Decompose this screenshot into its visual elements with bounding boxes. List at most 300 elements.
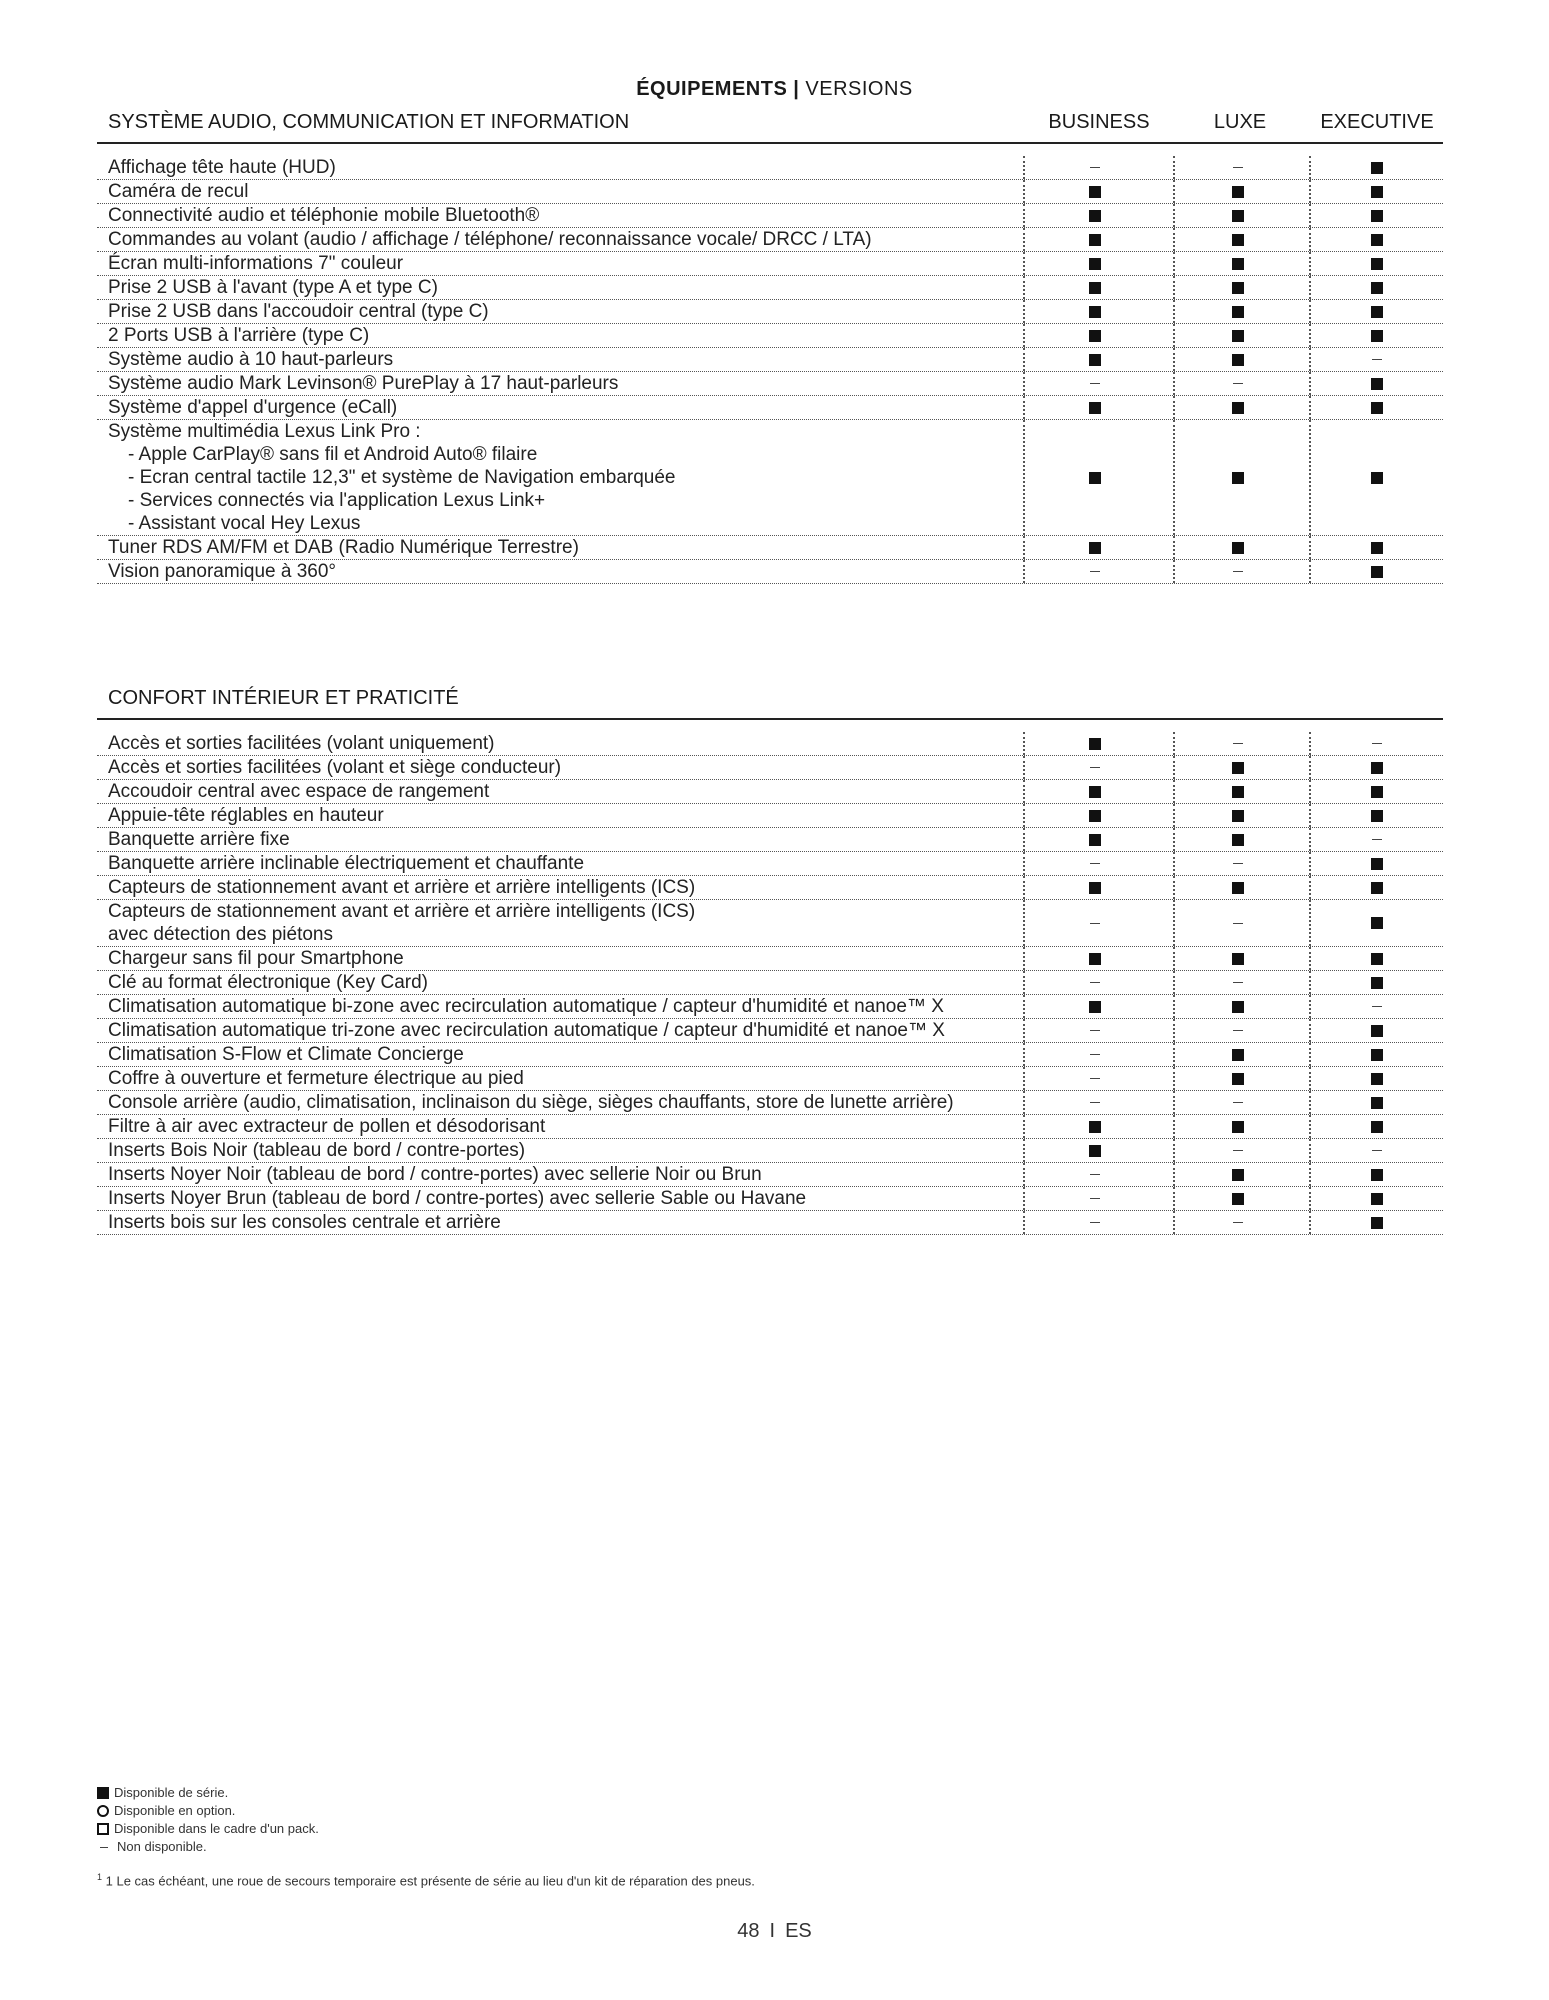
standard-square-icon [1089, 282, 1101, 294]
standard-square-icon [1232, 1001, 1244, 1013]
standard-square-icon [1089, 402, 1101, 414]
table-row [97, 560, 1443, 584]
cell-executive [1309, 1091, 1443, 1114]
page-number-value: 48 [737, 1920, 760, 1942]
table-row [97, 420, 1443, 536]
standard-square-icon [1232, 234, 1244, 246]
cell-luxe [1173, 1091, 1301, 1114]
not-available-dash-icon [1233, 1222, 1243, 1223]
section-title: SYSTÈME AUDIO, COMMUNICATION ET INFORMATION [108, 111, 630, 133]
page-number-separator: I [769, 1920, 776, 1942]
table-row [97, 348, 1443, 372]
not-available-dash-icon [1090, 1198, 1100, 1199]
table-row [97, 947, 1443, 971]
standard-square-icon [1371, 1121, 1383, 1133]
column-header-luxe: LUXE [1213, 111, 1267, 133]
feature-label-line: Climatisation automatique bi-zone avec recirculation automatique / capteur d'humidité et nanoe™ X [108, 996, 944, 1017]
cell-executive [1309, 780, 1443, 803]
column-header-business: BUSINESS [1048, 111, 1150, 133]
cell-executive [1309, 228, 1443, 251]
feature-label-line: - Services connectés via l'application Lexus Link+ [128, 490, 546, 511]
feature-label-line: Système audio Mark Levinson® PurePlay à 17 haut-parleurs [108, 373, 619, 394]
standard-square-icon [1232, 834, 1244, 846]
standard-square-icon [1232, 354, 1244, 366]
page-number [0, 1920, 1549, 1943]
table-row [97, 804, 1443, 828]
cell-luxe [1173, 536, 1301, 559]
standard-square-icon [1232, 882, 1244, 894]
standard-square-icon [1371, 786, 1383, 798]
feature-label [97, 1139, 1023, 1162]
cell-business [1023, 324, 1165, 347]
cell-luxe [1173, 180, 1301, 203]
cell-executive [1309, 732, 1443, 755]
cell-business [1023, 1091, 1165, 1114]
cell-business [1023, 204, 1165, 227]
header-title: ÉQUIPEMENTS [636, 78, 788, 100]
standard-square-icon [1371, 1169, 1383, 1181]
feature-label-line: Climatisation S-Flow et Climate Concierge [108, 1044, 464, 1065]
section-header [97, 104, 1443, 144]
table-row [97, 876, 1443, 900]
table-row [97, 1091, 1443, 1115]
feature-label [97, 276, 1023, 299]
standard-square-icon [1371, 282, 1383, 294]
table-row [97, 852, 1443, 876]
standard-square-icon [1089, 258, 1101, 270]
cell-luxe [1173, 1067, 1301, 1090]
standard-square-icon [1089, 810, 1101, 822]
standard-square-icon [1371, 234, 1383, 246]
standard-square-icon [1232, 186, 1244, 198]
cell-business [1023, 876, 1165, 899]
header-subtitle: VERSIONS [805, 78, 913, 100]
standard-square-icon [1371, 882, 1383, 894]
legend-item-standard: Disponible de série. [97, 1784, 319, 1802]
cell-executive [1309, 1019, 1443, 1042]
standard-square-icon [1089, 738, 1101, 750]
feature-label-line: Clé au format électronique (Key Card) [108, 972, 428, 993]
table-row [97, 204, 1443, 228]
cell-luxe [1173, 276, 1301, 299]
cell-luxe [1173, 1139, 1301, 1162]
cell-business [1023, 971, 1165, 994]
feature-label-line: Capteurs de stationnement avant et arrière et arrière intelligents (ICS) [108, 877, 696, 898]
cell-luxe [1173, 396, 1301, 419]
feature-label-line: Vision panoramique à 360° [108, 561, 337, 582]
table-row [97, 971, 1443, 995]
standard-square-icon [1232, 810, 1244, 822]
standard-square-icon [1089, 210, 1101, 222]
standard-square-icon [1371, 210, 1383, 222]
feature-label-line: Inserts Noyer Brun (tableau de bord / contre-portes) avec sellerie Sable ou Havane [108, 1188, 807, 1209]
not-available-dash-icon [1090, 1102, 1100, 1103]
dash-icon [100, 1847, 108, 1848]
table-row [97, 828, 1443, 852]
feature-label [97, 732, 1023, 755]
standard-square-icon [1371, 953, 1383, 965]
feature-label-line: Système d'appel d'urgence (eCall) [108, 397, 398, 418]
standard-square-icon [1232, 1169, 1244, 1181]
feature-label-line: - Assistant vocal Hey Lexus [128, 513, 361, 534]
page-header [0, 78, 1549, 101]
feature-label [97, 396, 1023, 419]
cell-luxe [1173, 300, 1301, 323]
feature-label-line: Prise 2 USB dans l'accoudoir central (type C) [108, 301, 489, 322]
cell-executive [1309, 560, 1443, 583]
page-language: ES [785, 1920, 812, 1942]
cell-executive [1309, 1043, 1443, 1066]
cell-business [1023, 1019, 1165, 1042]
feature-label [97, 780, 1023, 803]
standard-square-icon [1371, 542, 1383, 554]
standard-square-icon [1232, 210, 1244, 222]
cell-luxe [1173, 560, 1301, 583]
table-row [97, 324, 1443, 348]
feature-label [97, 1211, 1023, 1234]
standard-square-icon [1371, 810, 1383, 822]
feature-label [97, 900, 1023, 946]
table-row [97, 1067, 1443, 1091]
feature-label-line: Prise 2 USB à l'avant (type A et type C) [108, 277, 438, 298]
standard-square-icon [1371, 306, 1383, 318]
cell-executive [1309, 420, 1443, 535]
not-available-dash-icon [1233, 863, 1243, 864]
table-row [97, 228, 1443, 252]
standard-square-icon [1089, 953, 1101, 965]
standard-square-icon [1371, 472, 1383, 484]
feature-label-line: Affichage tête haute (HUD) [108, 157, 336, 178]
table-row [97, 276, 1443, 300]
feature-label [97, 947, 1023, 970]
cell-business [1023, 852, 1165, 875]
feature-label-line: Écran multi-informations 7" couleur [108, 253, 404, 274]
standard-square-icon [1232, 282, 1244, 294]
table-row [97, 900, 1443, 947]
standard-square-icon [1371, 162, 1383, 174]
cell-business [1023, 804, 1165, 827]
standard-square-icon [1232, 953, 1244, 965]
standard-square-icon [1232, 786, 1244, 798]
legend-item-option: Disponible en option. [97, 1802, 319, 1820]
feature-label-line: Caméra de recul [108, 181, 249, 202]
cell-business [1023, 156, 1165, 179]
cell-luxe [1173, 372, 1301, 395]
not-available-dash-icon [1090, 863, 1100, 864]
feature-label [97, 180, 1023, 203]
standard-square-icon [1089, 186, 1101, 198]
cell-luxe [1173, 204, 1301, 227]
feature-label-line: Accès et sorties facilitées (volant uniquement) [108, 733, 495, 754]
feature-label [97, 852, 1023, 875]
feature-label-line: - Apple CarPlay® sans fil et Android Auto® filaire [128, 444, 538, 465]
not-available-dash-icon [1233, 167, 1243, 168]
feature-label-line: Inserts bois sur les consoles centrale et arrière [108, 1212, 501, 1233]
standard-square-icon [1371, 917, 1383, 929]
footnote [97, 1872, 755, 1888]
table-row [97, 180, 1443, 204]
table-row [97, 1139, 1443, 1163]
cell-executive [1309, 1187, 1443, 1210]
column-header-executive: EXECUTIVE [1320, 111, 1434, 133]
not-available-dash-icon [1233, 383, 1243, 384]
section-title: CONFORT INTÉRIEUR ET PRATICITÉ [108, 687, 459, 709]
cell-executive [1309, 156, 1443, 179]
feature-label-line: avec détection des piétons [108, 924, 333, 945]
feature-label-line: Banquette arrière fixe [108, 829, 290, 850]
standard-square-icon [1232, 402, 1244, 414]
feature-label-line: Inserts Noyer Noir (tableau de bord / contre-portes) avec sellerie Noir ou Brun [108, 1164, 762, 1185]
standard-square-icon [1371, 566, 1383, 578]
not-available-dash-icon [1090, 767, 1100, 768]
feature-label [97, 804, 1023, 827]
not-available-dash-icon [1090, 1054, 1100, 1055]
cell-executive [1309, 1115, 1443, 1138]
not-available-dash-icon [1372, 1150, 1382, 1151]
standard-square-icon [1089, 472, 1101, 484]
cell-luxe [1173, 1043, 1301, 1066]
feature-label-line: Chargeur sans fil pour Smartphone [108, 948, 404, 969]
cell-business [1023, 252, 1165, 275]
legend [97, 1784, 319, 1856]
cell-executive [1309, 372, 1443, 395]
not-available-dash-icon [1090, 923, 1100, 924]
feature-label-line: Banquette arrière inclinable électriquement et chauffante [108, 853, 585, 874]
cell-business [1023, 1139, 1165, 1162]
footnote-text: 1 Le cas échéant, une roue de secours temporaire est présente de série au lieu d'un kit de réparation des pneus. [105, 1873, 755, 1889]
feature-label [97, 372, 1023, 395]
standard-square-icon [1232, 258, 1244, 270]
not-available-dash-icon [1233, 982, 1243, 983]
standard-square-icon [1371, 1073, 1383, 1085]
cell-executive [1309, 756, 1443, 779]
table-row [97, 396, 1443, 420]
feature-label [97, 756, 1023, 779]
cell-executive [1309, 852, 1443, 875]
standard-square-icon [1089, 354, 1101, 366]
standard-square-icon [1232, 330, 1244, 342]
feature-label [97, 560, 1023, 583]
cell-luxe [1173, 852, 1301, 875]
cell-luxe [1173, 348, 1301, 371]
legend-item-pack: Disponible dans le cadre d'un pack. [97, 1820, 319, 1838]
standard-square-icon [1371, 258, 1383, 270]
feature-label-line: Climatisation automatique tri-zone avec recirculation automatique / capteur d'humidité et nanoe™ X [108, 1020, 945, 1041]
standard-square-icon [1089, 306, 1101, 318]
feature-label-line: Système multimédia Lexus Link Pro : [108, 421, 421, 442]
cell-executive [1309, 1211, 1443, 1234]
feature-label-line: - Ecran central tactile 12,3" et système de Navigation embarquée [128, 467, 676, 488]
section-header [97, 680, 1443, 720]
table-row [97, 156, 1443, 180]
feature-label-line: Connectivité audio et téléphonie mobile Bluetooth® [108, 205, 540, 226]
table-row [97, 252, 1443, 276]
feature-label [97, 420, 1023, 535]
cell-executive [1309, 876, 1443, 899]
feature-label-line: Capteurs de stationnement avant et arrière et arrière intelligents (ICS) [108, 901, 696, 922]
standard-square-icon [1089, 234, 1101, 246]
footnote-marker: 1 [97, 1872, 103, 1882]
standard-square-icon [1371, 1049, 1383, 1061]
not-available-dash-icon [1090, 1078, 1100, 1079]
standard-square-icon [1232, 1073, 1244, 1085]
not-available-dash-icon [1090, 1030, 1100, 1031]
feature-label-line: 2 Ports USB à l'arrière (type C) [108, 325, 370, 346]
standard-square-icon [1371, 378, 1383, 390]
cell-business [1023, 560, 1165, 583]
standard-square-icon [1371, 1097, 1383, 1109]
cell-luxe [1173, 324, 1301, 347]
standard-square-icon [1232, 762, 1244, 774]
feature-label [97, 1163, 1023, 1186]
not-available-dash-icon [1372, 839, 1382, 840]
feature-label [97, 1187, 1023, 1210]
cell-executive [1309, 180, 1443, 203]
standard-square-icon [1089, 330, 1101, 342]
feature-label-line: Inserts Bois Noir (tableau de bord / contre-portes) [108, 1140, 526, 1161]
filled-square-icon [97, 1787, 109, 1799]
cell-executive [1309, 252, 1443, 275]
standard-square-icon [1371, 858, 1383, 870]
empty-square-icon [97, 1823, 109, 1835]
cell-luxe [1173, 1019, 1301, 1042]
cell-business [1023, 396, 1165, 419]
feature-label [97, 971, 1023, 994]
table-row [97, 1019, 1443, 1043]
standard-square-icon [1371, 330, 1383, 342]
feature-label [97, 1091, 1023, 1114]
table-row [97, 995, 1443, 1019]
feature-label [97, 1043, 1023, 1066]
cell-business [1023, 1211, 1165, 1234]
cell-executive [1309, 396, 1443, 419]
feature-label-line: Commandes au volant (audio / affichage / téléphone/ reconnaissance vocale/ DRCC / LTA) [108, 229, 872, 250]
standard-square-icon [1089, 786, 1101, 798]
table-row [97, 1211, 1443, 1235]
cell-executive [1309, 324, 1443, 347]
feature-label-line: Appuie-tête réglables en hauteur [108, 805, 384, 826]
cell-business [1023, 276, 1165, 299]
standard-square-icon [1371, 977, 1383, 989]
standard-square-icon [1232, 1049, 1244, 1061]
cell-luxe [1173, 156, 1301, 179]
feature-label [97, 536, 1023, 559]
cell-luxe [1173, 780, 1301, 803]
cell-luxe [1173, 1115, 1301, 1138]
not-available-dash-icon [1233, 1150, 1243, 1151]
cell-business [1023, 995, 1165, 1018]
not-available-dash-icon [1090, 1222, 1100, 1223]
cell-luxe [1173, 1163, 1301, 1186]
not-available-dash-icon [1090, 571, 1100, 572]
cell-business [1023, 1115, 1165, 1138]
table-row [97, 536, 1443, 560]
cell-business [1023, 1163, 1165, 1186]
cell-luxe [1173, 876, 1301, 899]
standard-square-icon [1089, 882, 1101, 894]
cell-luxe [1173, 804, 1301, 827]
cell-executive [1309, 1163, 1443, 1186]
table-row [97, 1187, 1443, 1211]
cell-executive [1309, 300, 1443, 323]
cell-luxe [1173, 900, 1301, 946]
cell-luxe [1173, 947, 1301, 970]
standard-square-icon [1232, 542, 1244, 554]
standard-square-icon [1089, 1001, 1101, 1013]
cell-business [1023, 1187, 1165, 1210]
cell-business [1023, 300, 1165, 323]
feature-label [97, 156, 1023, 179]
cell-business [1023, 348, 1165, 371]
standard-square-icon [1232, 472, 1244, 484]
feature-label [97, 204, 1023, 227]
cell-luxe [1173, 756, 1301, 779]
cell-executive [1309, 1067, 1443, 1090]
cell-business [1023, 1043, 1165, 1066]
table-row [97, 780, 1443, 804]
not-available-dash-icon [1090, 1174, 1100, 1175]
cell-executive [1309, 348, 1443, 371]
not-available-dash-icon [1090, 982, 1100, 983]
cell-executive [1309, 971, 1443, 994]
table-row [97, 732, 1443, 756]
not-available-dash-icon [1372, 1006, 1382, 1007]
cell-executive [1309, 828, 1443, 851]
standard-square-icon [1371, 762, 1383, 774]
standard-square-icon [1232, 1193, 1244, 1205]
table-row [97, 372, 1443, 396]
feature-label-line: Système audio à 10 haut-parleurs [108, 349, 394, 370]
cell-executive [1309, 900, 1443, 946]
cell-luxe [1173, 995, 1301, 1018]
table-row [97, 1163, 1443, 1187]
not-available-dash-icon [1233, 1102, 1243, 1103]
table-row [97, 1043, 1443, 1067]
cell-business [1023, 828, 1165, 851]
not-available-dash-icon [1233, 1030, 1243, 1031]
not-available-dash-icon [1090, 167, 1100, 168]
feature-label [97, 1067, 1023, 1090]
feature-label-line: Coffre à ouverture et fermeture électrique au pied [108, 1068, 524, 1089]
standard-square-icon [1371, 186, 1383, 198]
cell-business [1023, 420, 1165, 535]
cell-business [1023, 900, 1165, 946]
cell-business [1023, 1067, 1165, 1090]
feature-label [97, 324, 1023, 347]
standard-square-icon [1089, 1121, 1101, 1133]
feature-label-line: Accoudoir central avec espace de rangement [108, 781, 490, 802]
standard-square-icon [1371, 1217, 1383, 1229]
table-row [97, 1115, 1443, 1139]
feature-label [97, 300, 1023, 323]
cell-luxe [1173, 420, 1301, 535]
cell-executive [1309, 804, 1443, 827]
comfort-section-table [97, 680, 1443, 1235]
cell-luxe [1173, 971, 1301, 994]
cell-business [1023, 228, 1165, 251]
feature-label [97, 1019, 1023, 1042]
cell-executive [1309, 947, 1443, 970]
cell-business [1023, 372, 1165, 395]
not-available-dash-icon [1233, 743, 1243, 744]
cell-executive [1309, 1139, 1443, 1162]
standard-square-icon [1371, 402, 1383, 414]
cell-executive [1309, 276, 1443, 299]
standard-square-icon [1371, 1193, 1383, 1205]
feature-label [97, 1115, 1023, 1138]
standard-square-icon [1232, 1121, 1244, 1133]
circle-icon [97, 1805, 109, 1817]
